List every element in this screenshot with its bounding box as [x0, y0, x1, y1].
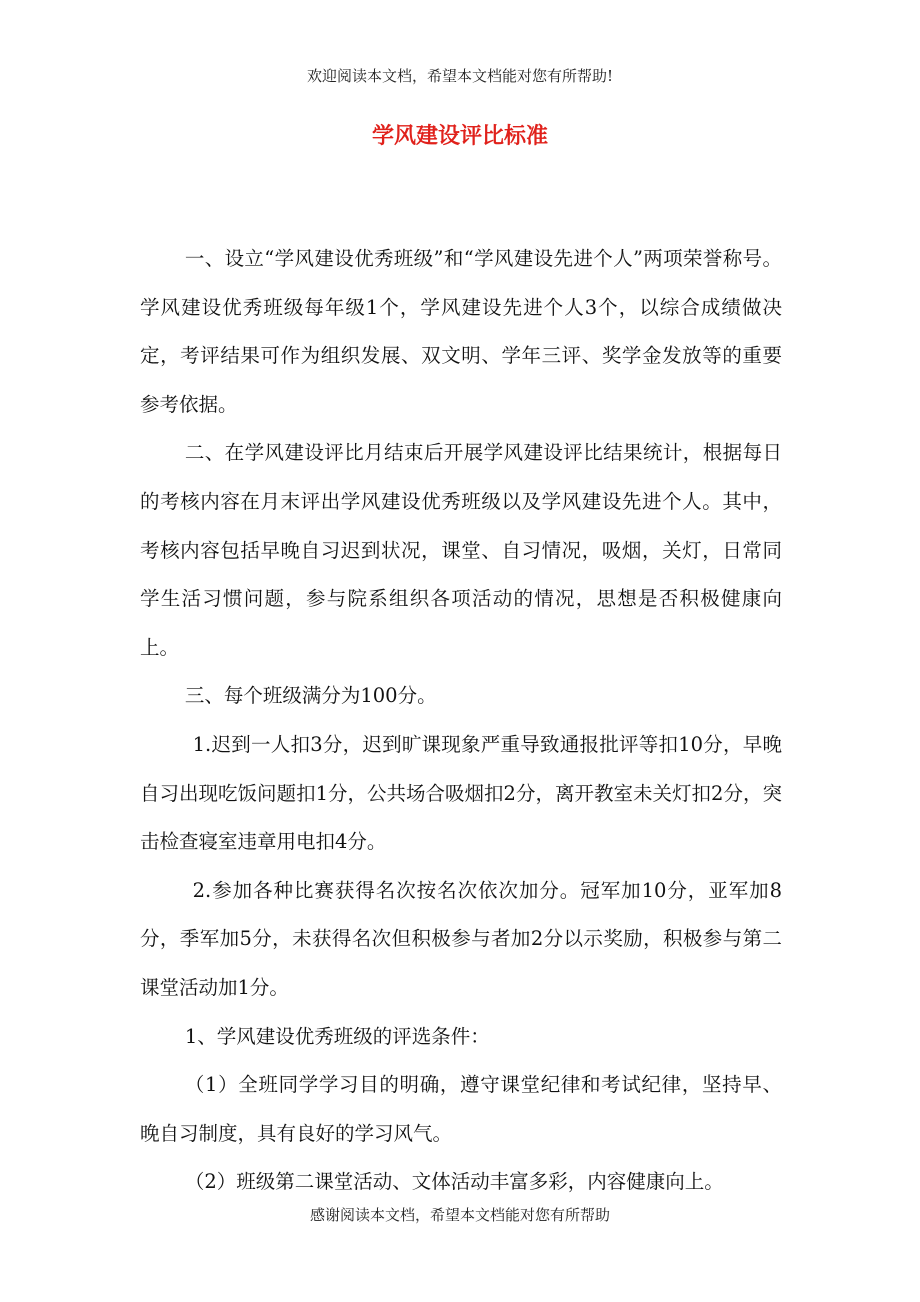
paragraph-8: （2）班级第二课堂活动、文体活动丰富多彩，内容健康向上。 — [184, 1170, 724, 1194]
paragraph-2: 二、在学风建设评比月结束后开展学风建设评比结果统计，根据每日的考核内容在月末评出学风建设优秀班级以及学风建设先进个人。其中，考核内容包括早晚自习迟到状况，课堂、自习情况，吸烟，关灯，日常同学生活习惯问题，参与院系组织各项活动的情况，思想是否积极健康向上。 — [140, 441, 782, 659]
document-body — [140, 235, 782, 1207]
footer-note: 感谢阅读本文档，希望本文档能对您有所帮助 — [309, 1206, 610, 1224]
paragraph-5: 2.参加各种比赛获得名次按名次依次加分。冠军加10分，亚军加8分，季军加5分，未获得名次但积极参与者加2分以示奖励，积极参与第二课堂活动加1分。 — [140, 878, 782, 999]
paragraph-1: 一、设立“学风建设优秀班级”和“学风建设先进个人”两项荣誉称号。学风建设优秀班级每年级1个，学风建设先进个人3个，以综合成绩做决定，考评结果可作为组织发展、双文明、学年三评、奖学金发放等的重要参考依据。 — [140, 247, 782, 416]
document-title: 学风建设评比标准 — [371, 124, 548, 149]
paragraph-7: （1）全班同学学习目的明确，遵守课堂纪律和考试纪律，坚持早、晚自习制度，具有良好的学习风气。 — [140, 1073, 782, 1145]
paragraph-3: 三、每个班级满分为100分。 — [184, 684, 437, 708]
paragraph-4: 1.迟到一人扣3分，迟到旷课现象严重导致通报批评等扣10分，早晚自习出现吃饭问题扣1分，公共场合吸烟扣2分，离开教室未关灯扣2分，突击检查寝室违章用电扣4分。 — [140, 732, 782, 854]
header-note: 欢迎阅读本文档，希望本文档能对您有所帮助! — [306, 67, 614, 85]
paragraph-6: 1、学风建设优秀班级的评选条件： — [184, 1024, 490, 1048]
